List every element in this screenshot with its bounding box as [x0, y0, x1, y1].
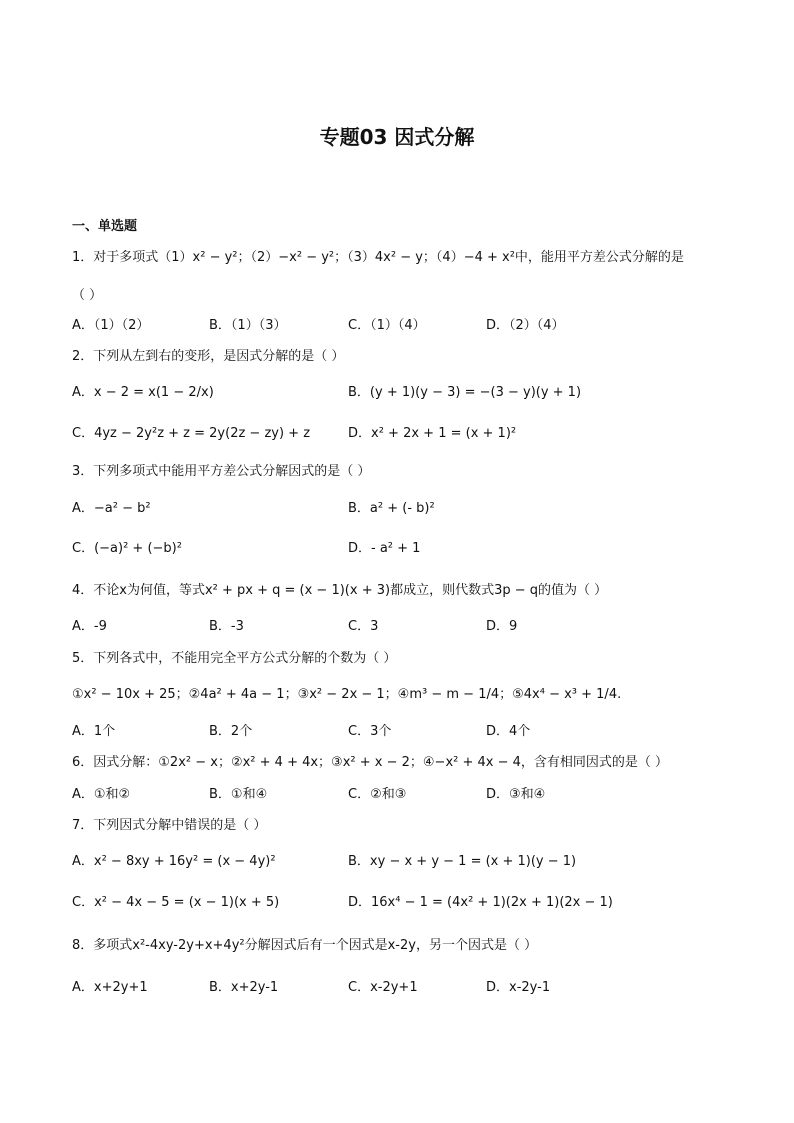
question-4-stem: 4．不论x为何值，等式x² + px + q = (x − 1)(x + 3)都成立，则代数式3p − q的值为（ ） — [72, 583, 608, 598]
q3-option-c[interactable]: C．(−a)² + (−b)² — [72, 541, 182, 556]
q4-option-d[interactable]: D．9 — [486, 619, 518, 634]
q1-option-c[interactable]: C．（1）（4） — [348, 318, 426, 333]
q5-option-c[interactable]: C．3个 — [348, 724, 392, 739]
q7-option-b[interactable]: B．xy − x + y − 1 = (x + 1)(y − 1) — [348, 854, 577, 869]
q6-option-a[interactable]: A．①和② — [72, 787, 131, 802]
q2-option-c[interactable]: C．4yz − 2y²z + z = 2y(2z − zy) + z — [72, 426, 311, 441]
q8-option-a[interactable]: A．x+2y+1 — [72, 980, 148, 995]
q7-option-c[interactable]: C．x² − 4x − 5 = (x − 1)(x + 5) — [72, 895, 280, 910]
section-heading: 一、单选题 — [72, 219, 138, 234]
q2-option-a[interactable]: A．x − 2 = x(1 − 2/x) — [72, 385, 214, 400]
question-5-items: ①x² − 10x + 25；②4a² + 4a − 1；③x² − 2x − 1；④m³ − m − 1/4；⑤4x⁴ − x³ + 1/4. — [72, 687, 622, 702]
question-5-stem: 5．下列各式中，不能用完全平方公式分解的个数为（ ） — [72, 651, 397, 666]
question-1-stem-cont: （ ） — [72, 288, 103, 303]
q8-option-d[interactable]: D．x-2y-1 — [486, 980, 551, 995]
q4-option-a[interactable]: A．-9 — [72, 619, 107, 634]
question-7-stem: 7．下列因式分解中错误的是（ ） — [72, 818, 267, 833]
question-2-stem: 2．下列从左到右的变形，是因式分解的是（ ） — [72, 349, 345, 364]
q8-option-c[interactable]: C．x-2y+1 — [348, 980, 418, 995]
question-1-stem: 1．对于多项式（1）x² − y²；（2）−x² − y²；（3）4x² − y；（4）−4 + x²中，能用平方差公式分解的是 — [72, 250, 684, 265]
q3-option-a[interactable]: A．−a² − b² — [72, 501, 151, 516]
question-8-stem: 8．多项式x²-4xy-2y+x+4y²分解因式后有一个因式是x-2y，另一个因式是（ ） — [72, 938, 538, 953]
q1-option-a[interactable]: A．（1）（2） — [72, 318, 150, 333]
q7-option-a[interactable]: A．x² − 8xy + 16y² = (x − 4y)² — [72, 854, 276, 869]
q6-option-d[interactable]: D．③和④ — [486, 787, 546, 802]
q4-option-b[interactable]: B．-3 — [209, 619, 244, 634]
q7-option-d[interactable]: D．16x⁴ − 1 = (4x² + 1)(2x + 1)(2x − 1) — [348, 895, 613, 910]
q6-option-c[interactable]: C．②和③ — [348, 787, 407, 802]
q8-option-b[interactable]: B．x+2y-1 — [209, 980, 279, 995]
q5-option-b[interactable]: B．2个 — [209, 724, 253, 739]
q6-option-b[interactable]: B．①和④ — [209, 787, 268, 802]
q2-option-b[interactable]: B．(y + 1)(y − 3) = −(3 − y)(y + 1) — [348, 385, 582, 400]
question-3-stem: 3．下列多项式中能用平方差公式分解因式的是（ ） — [72, 464, 371, 479]
q4-option-c[interactable]: C．3 — [348, 619, 379, 634]
question-6-stem: 6．因式分解：①2x² − x；②x² + 4 + 4x；③x² + x − 2；④−x² + 4x − 4，含有相同因式的是（ ） — [72, 755, 669, 770]
q5-option-d[interactable]: D．4个 — [486, 724, 531, 739]
q1-option-d[interactable]: D．（2）（4） — [486, 318, 565, 333]
q2-option-d[interactable]: D．x² + 2x + 1 = (x + 1)² — [348, 426, 517, 441]
q5-option-a[interactable]: A．1个 — [72, 724, 116, 739]
q3-option-b[interactable]: B．a² + (- b)² — [348, 501, 435, 516]
page-title: 专题03 因式分解 — [319, 125, 475, 149]
q3-option-d[interactable]: D．- a² + 1 — [348, 541, 421, 556]
q1-option-b[interactable]: B．（1）（3） — [209, 318, 287, 333]
